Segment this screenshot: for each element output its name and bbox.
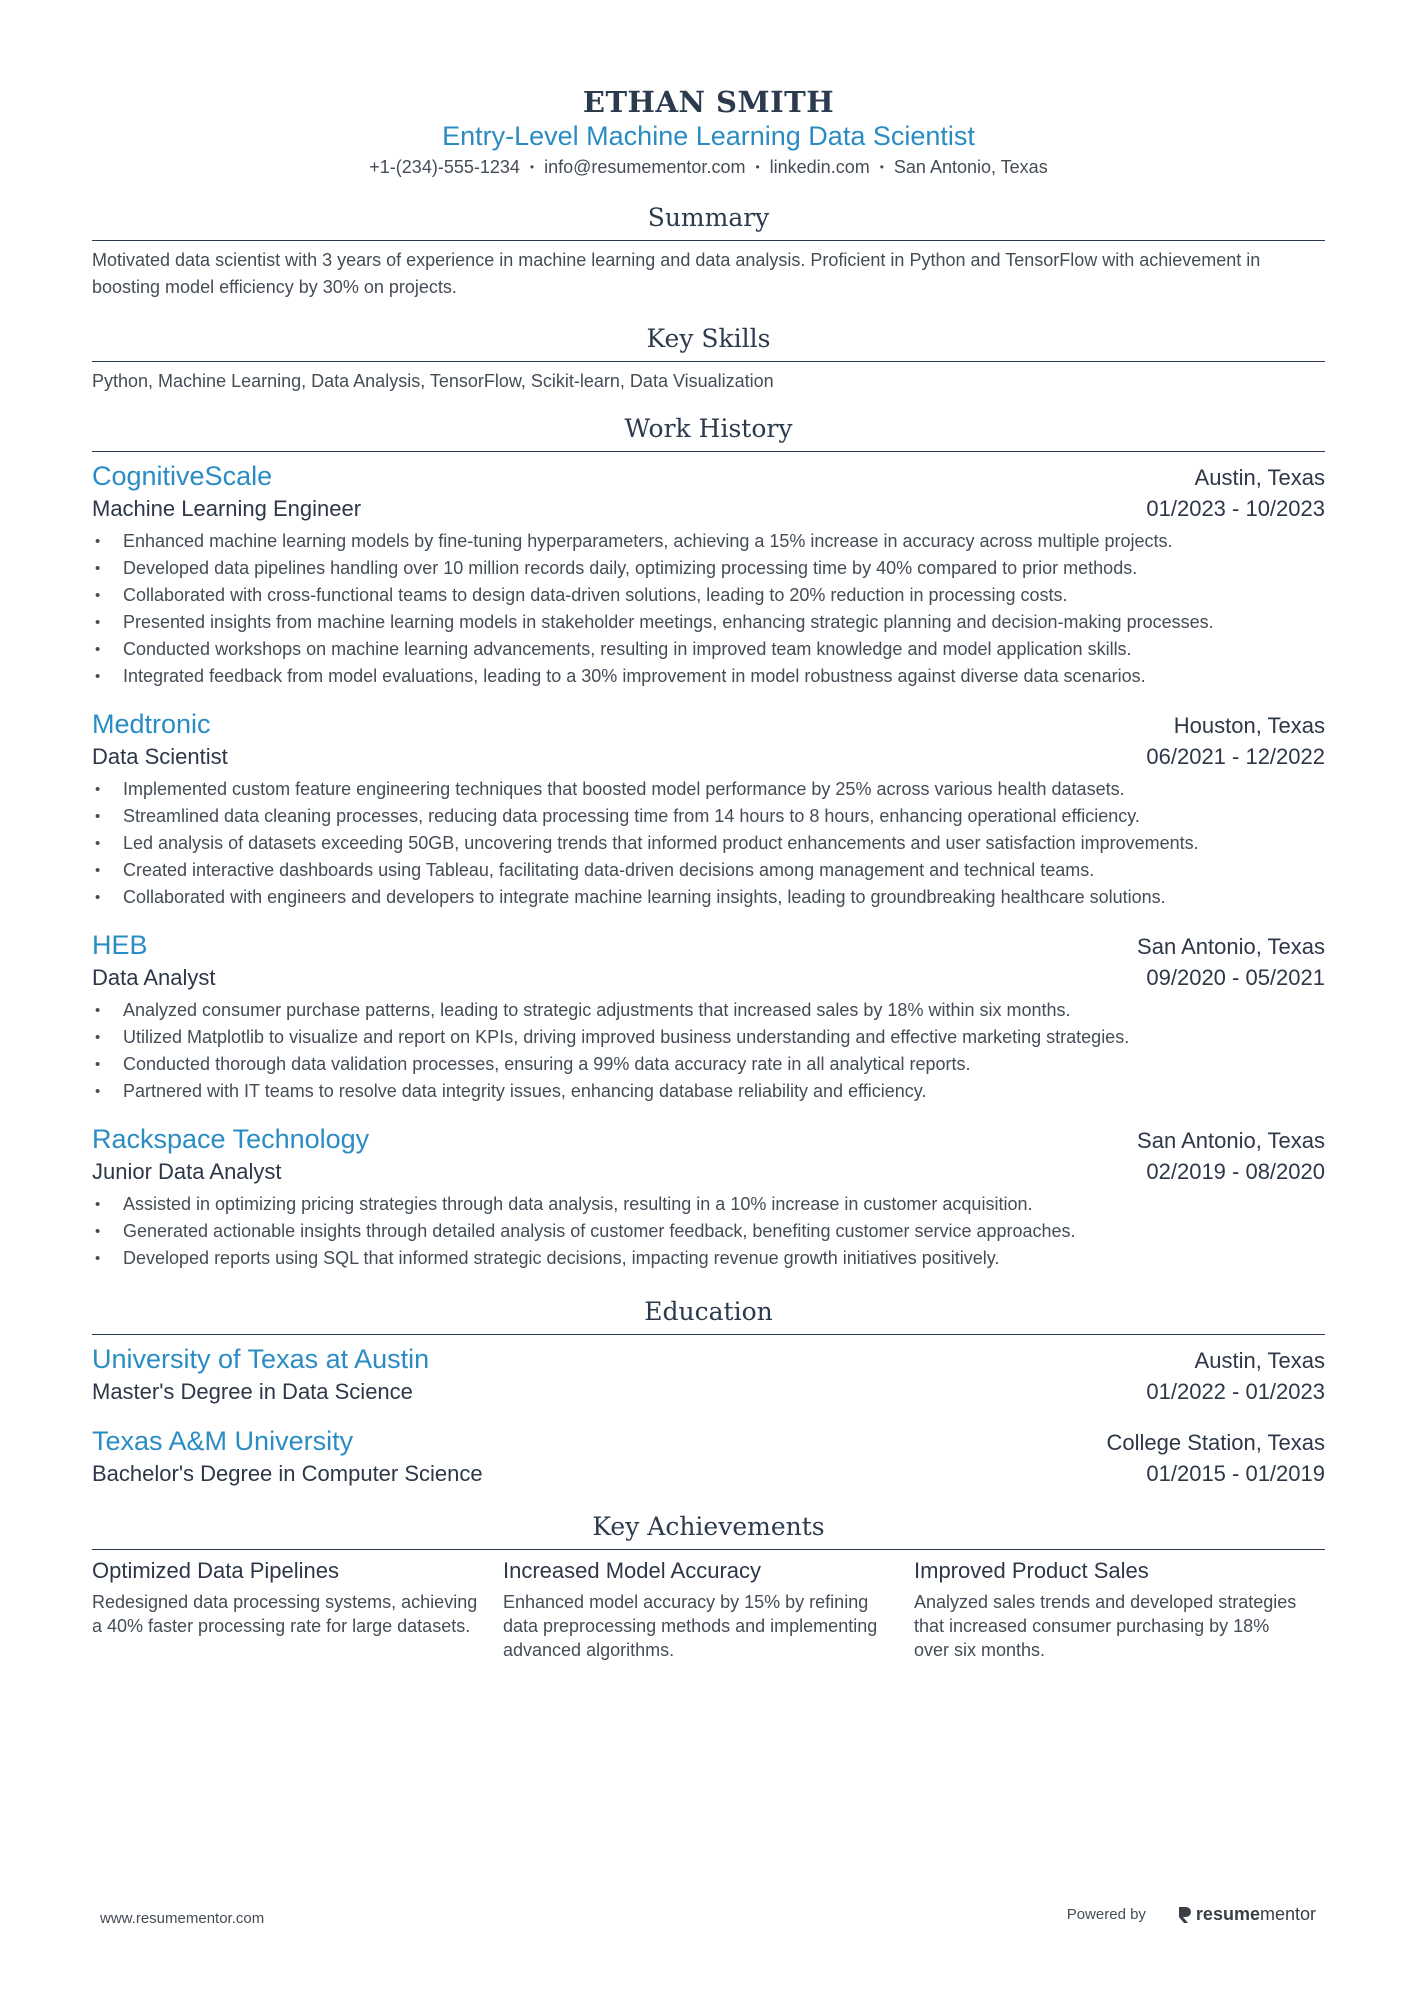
job-header-row [92, 458, 1325, 494]
bullet-item: • Assisted in optimizing pricing strategies through data analysis, resulting in a 10% increase in customer acquisition. [92, 1191, 1325, 1218]
section-heading: Key Skills [92, 323, 1325, 362]
contact-line [92, 154, 1325, 182]
linkedin: linkedin.com [769, 157, 870, 177]
job-entry [92, 927, 1325, 1105]
school-header-row [92, 1423, 1325, 1459]
work-section [92, 413, 1325, 1272]
job-role: Data Analyst [92, 965, 216, 990]
bullet-item: • Conducted thorough data validation processes, ensuring a 99% data accuracy rate in all analytical reports. [92, 1051, 1325, 1078]
job-location: Austin, Texas [1194, 465, 1325, 490]
education-entry [92, 1341, 1325, 1407]
job-role-row [92, 1157, 1325, 1187]
phone: +1-(234)-555-1234 [369, 157, 520, 177]
job-location: Houston, Texas [1173, 713, 1325, 738]
bullet-item: • Created interactive dashboards using Tableau, facilitating data-driven decisions among management and technical teams. [92, 857, 1325, 884]
separator-dot: • [755, 160, 760, 174]
job-entry [92, 1121, 1325, 1272]
degree: Master's Degree in Data Science [92, 1379, 413, 1404]
footer [100, 1904, 1316, 1934]
job-entry [92, 458, 1325, 690]
skills-text: Python, Machine Learning, Data Analysis, TensorFlow, Scikit-learn, Data Visualization [92, 371, 774, 391]
job-location: San Antonio, Texas [1137, 1128, 1325, 1153]
bullet-item: • Implemented custom feature engineering techniques that boosted model performance by 25% across various health datasets. [92, 776, 1325, 803]
bullet-item: • Generated actionable insights through detailed analysis of customer feedback, benefiting customer service approaches. [92, 1218, 1325, 1245]
bullet-item: • Conducted workshops on machine learning advancements, resulting in improved team knowledge and model application skills. [92, 636, 1325, 663]
job-location: San Antonio, Texas [1137, 934, 1325, 959]
section-heading: Work History [92, 413, 1325, 452]
brand-light: mentor [1259, 1904, 1316, 1924]
powered-by-label: Powered by [1066, 1906, 1146, 1923]
job-list [92, 458, 1325, 1272]
bullet-item: • Led analysis of datasets exceeding 50GB, uncovering trends that informed product enhancements and user satisfaction improvements. [92, 830, 1325, 857]
separator-dot: • [879, 160, 884, 174]
job-header-row [92, 1121, 1325, 1157]
bullet-item: • Analyzed consumer purchase patterns, leading to strategic adjustments that increased sales by 18% within six months. [92, 997, 1325, 1024]
resumementor-logo-icon [1176, 1905, 1192, 1925]
candidate-name: ETHAN SMITH [582, 85, 835, 119]
company-name[interactable]: Medtronic [92, 709, 211, 739]
section-heading: Education [92, 1296, 1325, 1335]
company-name[interactable]: HEB [92, 930, 148, 960]
location: San Antonio, Texas [893, 157, 1048, 177]
job-bullets [92, 1191, 1325, 1272]
bullet-item: • Integrated feedback from model evaluations, leading to a 30% improvement in model robustness against diverse data scenarios. [92, 663, 1325, 690]
job-role-row [92, 494, 1325, 524]
candidate-title: Entry-Level Machine Learning Data Scientist [442, 121, 975, 151]
achievement-title: Improved Product Sales [914, 1558, 1149, 1583]
job-header-row [92, 706, 1325, 742]
brand-logo[interactable] [1176, 1904, 1316, 1925]
job-header-row [92, 927, 1325, 963]
bullet-item: • Collaborated with engineers and developers to integrate machine learning insights, leading to groundbreaking healthcare solutions. [92, 884, 1325, 911]
resume-header [92, 84, 1325, 182]
section-heading: Summary [92, 202, 1325, 241]
job-dates: 06/2021 - 12/2022 [1146, 744, 1325, 769]
school-location: Austin, Texas [1194, 1348, 1325, 1373]
bullet-item: • Partnered with IT teams to resolve data integrity issues, enhancing database reliability and efficiency. [92, 1078, 1325, 1105]
resume-page [92, 84, 1325, 1662]
job-role: Data Scientist [92, 744, 228, 769]
achievement-title: Increased Model Accuracy [503, 1558, 762, 1583]
education-section [92, 1296, 1325, 1489]
brand-bold: resume [1195, 1904, 1260, 1924]
job-entry [92, 706, 1325, 911]
school-dates: 01/2015 - 01/2019 [1146, 1461, 1325, 1486]
school-list [92, 1341, 1325, 1489]
job-dates: 01/2023 - 10/2023 [1146, 496, 1325, 521]
job-bullets [92, 776, 1325, 911]
section-heading: Key Achievements [92, 1511, 1325, 1550]
achievement-card [92, 1556, 503, 1662]
school-header-row [92, 1341, 1325, 1377]
job-role: Junior Data Analyst [92, 1159, 282, 1184]
achievement-grid [92, 1556, 1325, 1662]
summary-section [92, 202, 1325, 301]
achievement-desc: Analyzed sales trends and developed strategies that increased consumer purchasing by 18% over six months. [914, 1592, 1297, 1660]
achievement-title: Optimized Data Pipelines [92, 1558, 340, 1583]
bullet-item: • Collaborated with cross-functional teams to design data-driven solutions, leading to 20% reduction in processing costs. [92, 582, 1325, 609]
bullet-item: • Presented insights from machine learning models in stakeholder meetings, enhancing strategic planning and decision-making processes. [92, 609, 1325, 636]
company-name[interactable]: Rackspace Technology [92, 1124, 370, 1154]
footer-brand-area [1067, 1904, 1316, 1925]
job-role-row [92, 742, 1325, 772]
achievement-desc: Redesigned data processing systems, achieving a 40% faster processing rate for large datasets. [92, 1592, 478, 1636]
separator-dot: • [529, 160, 535, 174]
degree-row [92, 1459, 1325, 1489]
job-role-row [92, 963, 1325, 993]
company-name[interactable]: CognitiveScale [92, 461, 273, 491]
achievement-card [503, 1556, 914, 1662]
bullet-item: • Developed reports using SQL that informed strategic decisions, impacting revenue growth initiatives positively. [92, 1245, 1325, 1272]
bullet-item: • Developed data pipelines handling over 10 million records daily, optimizing processing time by 40% compared to prior methods. [92, 555, 1325, 582]
bullet-item: • Streamlined data cleaning processes, reducing data processing time from 14 hours to 8 hours, enhancing operational efficiency. [92, 803, 1325, 830]
achievement-desc: Enhanced model accuracy by 15% by refining data preprocessing methods and implementing advanced algorithms. [503, 1592, 878, 1660]
degree: Bachelor's Degree in Computer Science [92, 1461, 483, 1486]
achievement-card [914, 1556, 1325, 1662]
degree-row [92, 1377, 1325, 1407]
footer-url[interactable]: www.resumementor.com [100, 1910, 265, 1927]
school-location: College Station, Texas [1106, 1430, 1325, 1455]
job-role: Machine Learning Engineer [92, 496, 362, 521]
job-bullets [92, 528, 1325, 690]
job-bullets [92, 997, 1325, 1105]
school-name[interactable]: University of Texas at Austin [92, 1344, 430, 1374]
email: info@resumementor.com [544, 157, 746, 177]
education-entry [92, 1423, 1325, 1489]
bullet-item: • Enhanced machine learning models by fine-tuning hyperparameters, achieving a 15% increase in accuracy across multiple projects. [92, 528, 1325, 555]
summary-text: Motivated data scientist with 3 years of experience in machine learning and data analysis. Proficient in Python and TensorFlow with achievement in boosting model efficiency by 30% on projects. [92, 250, 1261, 297]
bullet-item: • Utilized Matplotlib to visualize and report on KPIs, driving improved business understanding and effective marketing strategies. [92, 1024, 1325, 1051]
achievements-section [92, 1511, 1325, 1662]
school-dates: 01/2022 - 01/2023 [1146, 1379, 1325, 1404]
job-dates: 02/2019 - 08/2020 [1146, 1159, 1325, 1184]
skills-section [92, 323, 1325, 395]
job-dates: 09/2020 - 05/2021 [1146, 965, 1325, 990]
school-name[interactable]: Texas A&M University [92, 1426, 354, 1456]
